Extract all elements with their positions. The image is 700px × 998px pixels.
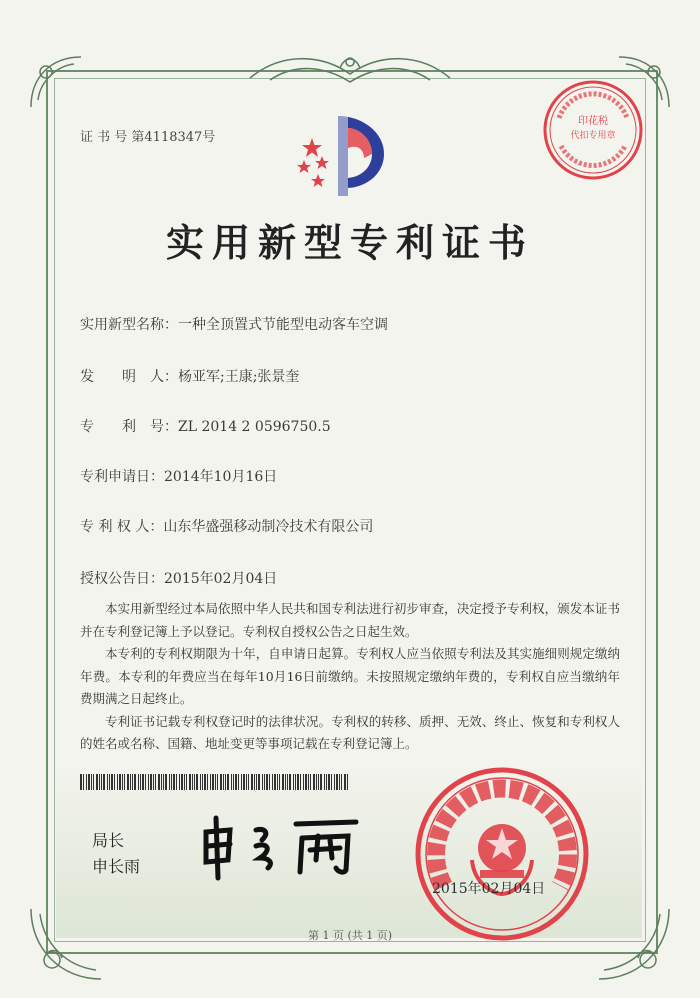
field-value: 山东华盛强移动制冷技术有限公司 [163,519,374,535]
field-label: 专利申请日： [80,469,164,485]
barcode-icon [80,774,350,790]
field-label: 发 明 人： [80,369,178,385]
certificate-body [80,598,620,756]
field-label: 实用新型名称： [80,317,178,333]
body-paragraph: 本专利的专利权期限为十年，自申请日起算。专利权人应当依照专利法及其实施细则规定缴纳年费。本专利的年费应当在每年10月16日前缴纳。未按照规定缴纳年费的，专利权自应当缴纳年费期满之日起终止。 [80,646,620,706]
page-footer: 第 1 页 (共 1 页) [307,929,393,942]
field-label: 专 利 号： [80,419,178,435]
corner-ornament-bottom-left [26,904,106,984]
svg-text:代扣专用章: 代扣专用章 [570,131,616,141]
body-paragraph: 专利证书记载专利权登记时的法律状况。专利权的转移、质押、无效、终止、恢复和专利权人的姓名或名称、国籍、地址变更等事项记载在专利登记簿上。 [80,713,620,751]
document-title: 实用新型专利证书 [165,220,534,265]
field-value: 一种全顶置式节能型电动客车空调 [178,317,388,333]
seal-date: 2015年02月04日 [432,881,546,897]
field-utility-model-name [80,314,388,334]
sipo-logo-icon [292,108,392,200]
field-value: 2014年10月16日 [164,469,278,485]
field-application-date [80,466,277,486]
field-patentee [80,516,373,536]
field-label: 专 利 权 人： [80,519,164,535]
body-paragraph: 本实用新型经过本局依照中华人民共和国专利法进行初步审查，决定授予专利权，颁发本证书并在专利登记簿上予以登记。专利权自授权公告之日起生效。 [80,601,620,639]
field-grant-date [80,568,277,588]
director-name: 申长雨 [92,857,141,876]
sipo-seal-icon [414,766,590,942]
corner-ornament-bottom-right [594,904,674,984]
signature-icon [198,812,368,882]
field-label: 授权公告日： [80,571,164,587]
certificate-number: 证 书 号 第4118347号 [80,130,216,145]
top-ornament [240,48,460,92]
director-title: 局长 [92,831,125,850]
field-value: 2015年02月04日 [164,571,278,587]
field-patent-number [80,416,331,436]
svg-text:印花税: 印花税 [578,116,608,127]
field-inventors [80,366,299,386]
tax-seal-icon [541,78,645,182]
field-value: ZL 2014 2 0596750.5 [178,419,331,435]
corner-ornament-top-left [26,52,86,112]
field-value: 杨亚军;王康;张景奎 [178,369,300,385]
